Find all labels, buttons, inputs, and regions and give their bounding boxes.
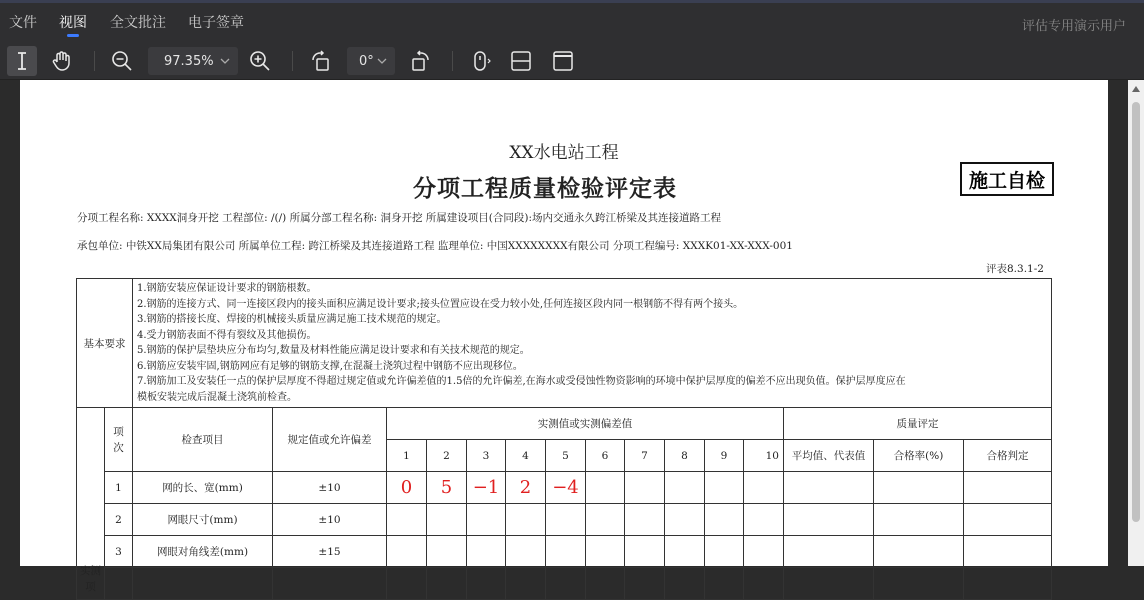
pass-rate-value[interactable] [874, 472, 964, 504]
toolbar-separator [292, 51, 293, 71]
window-icon [552, 50, 574, 72]
fullscreen-button[interactable] [548, 46, 578, 76]
measured-value[interactable]: 5 [427, 472, 467, 504]
basic-requirements-label: 基本要求 [77, 279, 133, 408]
chevron-down-icon [377, 57, 387, 65]
hand-icon [51, 50, 73, 72]
menu-file[interactable]: 文件 [9, 15, 37, 31]
info-line-2: 承包单位: 中铁XX局集团有限公司 所属单位工程: 跨江桥梁及其连接道路工程 监理单位: 中国XXXXXXXX有限公司 分项工程编号: XXXK01-XX-XXX-001 [77, 240, 793, 252]
toolbar-separator [452, 51, 453, 71]
measured-value[interactable] [506, 536, 546, 568]
project-title: XX水电站工程 [509, 143, 619, 163]
measured-value[interactable] [744, 536, 784, 568]
measured-value[interactable] [705, 536, 744, 568]
measured-value[interactable]: −4 [546, 472, 586, 504]
row-item: 网眼对角线差(mm) [133, 536, 273, 568]
toolbar-separator [94, 51, 95, 71]
table-row [77, 504, 1052, 536]
requirement-item: 6.钢筋应安装牢固,钢筋网应有足够的钢筋支撑,在混凝土浇筑过程中钢筋不应出现移位。 [137, 360, 523, 372]
row-item: 网的长、宽(mm) [133, 472, 273, 504]
judgement-value[interactable] [964, 472, 1052, 504]
avg-value[interactable] [784, 472, 874, 504]
evaluation-table [76, 278, 1052, 600]
menu-esign[interactable]: 电子签章 [188, 15, 244, 31]
measured-value[interactable] [665, 504, 705, 536]
requirement-item: 2.钢筋的连接方式、同一连接区段内的接头面积应满足设计要求;接头位置应设在受力较小处,任何连接区段内同一根钢筋不得有两个接头。 [137, 298, 744, 310]
measured-value[interactable] [427, 504, 467, 536]
scrollbar-thumb[interactable] [1132, 102, 1140, 522]
judgement-value[interactable] [964, 536, 1052, 568]
document-page [20, 80, 1108, 593]
rotate-left-button[interactable] [306, 46, 336, 76]
table-row [77, 536, 1052, 568]
form-title: 分项工程质量检验评定表 [413, 176, 677, 202]
header-judgement: 合格判定 [964, 440, 1052, 472]
measured-value[interactable] [427, 536, 467, 568]
zoom-in-icon [249, 50, 271, 72]
header-spec: 规定值或允许偏差 [273, 408, 387, 472]
zoom-out-button[interactable] [107, 46, 137, 76]
header-measured-col: 10 [744, 440, 784, 472]
table-row [77, 568, 1052, 600]
measured-value[interactable] [665, 472, 705, 504]
zoom-in-button[interactable] [245, 46, 275, 76]
header-check-item: 检查项目 [133, 408, 273, 472]
header-measured-group: 实测值或实测偏差值 [387, 408, 784, 440]
user-label: 评估专用演示用户 [1021, 19, 1126, 34]
rotate-value: 0° [359, 53, 374, 69]
mouse-scroll-icon [470, 50, 492, 72]
requirement-item: 7.钢筋加工及安装任一点的保护层厚度不得超过规定值或允许偏差值的1.5倍的允许偏差,在海水或受侵蚀性物资影响的环境中保护层厚度的偏差不应出现负值。保护层厚度应在 [137, 376, 906, 387]
form-code: 评表8.3.1-2 [986, 263, 1044, 275]
requirement-item: 3.钢筋的搭接长度、焊接的机械接头质量应满足施工技术规范的规定。 [137, 314, 447, 325]
chevron-down-icon [220, 57, 230, 65]
split-view-button[interactable] [506, 46, 536, 76]
rotate-select[interactable] [347, 47, 395, 75]
measured-value[interactable] [625, 536, 665, 568]
header-measured-col: 7 [625, 440, 665, 472]
header-measured-col: 4 [506, 440, 546, 472]
rotate-right-button[interactable] [405, 46, 435, 76]
menu-view[interactable]: 视图 [59, 15, 87, 31]
header-pass-rate: 合格率(%) [874, 440, 964, 472]
header-item-no: 项次 [105, 408, 133, 472]
measured-value[interactable]: −1 [467, 472, 506, 504]
measured-value[interactable] [387, 536, 427, 568]
menu-active-indicator [67, 34, 79, 37]
measured-value[interactable] [625, 472, 665, 504]
zoom-value: 97.35% [164, 53, 214, 69]
requirement-item: 1.钢筋安装应保证设计要求的钢筋根数。 [137, 283, 317, 294]
header-measured-col: 9 [705, 440, 744, 472]
row-no: 3 [105, 536, 133, 568]
text-select-tool[interactable] [7, 46, 37, 76]
row-spec: ±10 [273, 472, 387, 504]
row-spec: ±15 [273, 536, 387, 568]
header-measured-col: 8 [665, 440, 705, 472]
avg-value[interactable] [784, 504, 874, 536]
judgement-value[interactable] [964, 504, 1052, 536]
row-item: 网眼尺寸(mm) [133, 504, 273, 536]
header-measured-col: 1 [387, 440, 427, 472]
measured-value[interactable] [546, 536, 586, 568]
measured-value[interactable] [625, 504, 665, 536]
row-no: 1 [105, 472, 133, 504]
header-measured-col: 3 [467, 440, 506, 472]
measured-value[interactable] [586, 472, 625, 504]
measured-value[interactable] [506, 504, 546, 536]
split-view-icon [510, 50, 532, 72]
measured-value[interactable] [586, 536, 625, 568]
zoom-select[interactable] [148, 47, 238, 75]
measured-value[interactable] [546, 504, 586, 536]
header-avg: 平均值、代表值 [784, 440, 874, 472]
row-no: 2 [105, 504, 133, 536]
measured-value[interactable]: 2 [506, 472, 546, 504]
measured-value[interactable] [387, 504, 427, 536]
zoom-out-icon [111, 50, 133, 72]
info-line-1: 分项工程名称: XXXX洞身开挖 工程部位: /(/) 所属分部工程名称: 洞身开挖 所属建设项目(合同段):场内交通永久跨江桥梁及其连接道路工程 [77, 212, 722, 224]
menu-bar [0, 0, 1144, 42]
hand-tool[interactable] [47, 46, 77, 76]
measured-value[interactable] [744, 504, 784, 536]
header-measured-col: 2 [427, 440, 467, 472]
rotate-right-icon [409, 50, 431, 72]
pass-rate-value[interactable] [874, 536, 964, 568]
basic-requirements-list [133, 279, 1052, 408]
scroll-up-arrow-icon[interactable] [1132, 86, 1140, 92]
header-measured-col: 6 [586, 440, 625, 472]
row-spec: ±10 [273, 504, 387, 536]
self-check-stamp: 施工自检 [960, 162, 1054, 196]
header-measured-col: 5 [546, 440, 586, 472]
requirement-item: 4.受力钢筋表面不得有裂纹及其他损伤。 [137, 329, 317, 341]
measured-value[interactable] [705, 472, 744, 504]
measured-value[interactable] [665, 536, 705, 568]
measured-value[interactable] [744, 472, 784, 504]
scroll-mode-button[interactable] [466, 46, 496, 76]
toolbar [0, 42, 1144, 80]
table-row [77, 472, 1052, 504]
measured-value[interactable] [467, 536, 506, 568]
requirement-item: 5.钢筋的保护层垫块应分布均匀,数量及材料性能应满足设计要求和有关技术规范的规定。 [137, 345, 530, 356]
requirement-item: 模板安装完成后混凝土浇筑前检查。 [137, 391, 297, 403]
measured-value[interactable] [705, 504, 744, 536]
pass-rate-value[interactable] [874, 504, 964, 536]
rotate-left-icon [310, 50, 332, 72]
text-cursor-icon [14, 51, 30, 71]
header-quality-group: 质量评定 [784, 408, 1052, 440]
avg-value[interactable] [784, 536, 874, 568]
measured-value[interactable] [467, 504, 506, 536]
menu-annotate[interactable]: 全文批注 [110, 15, 166, 31]
measured-value[interactable]: 0 [387, 472, 427, 504]
measured-value[interactable] [586, 504, 625, 536]
measured-items-section-label: 实测项 [77, 408, 105, 600]
